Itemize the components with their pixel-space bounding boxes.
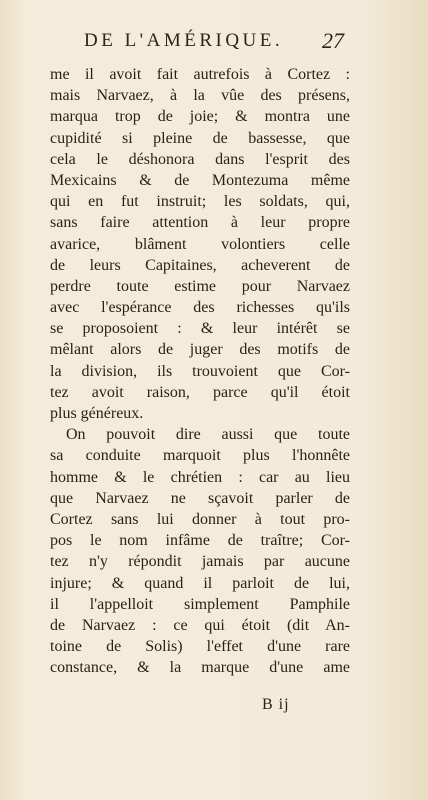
text-line: cupidité si pleine de bassesse, que [50, 129, 350, 147]
text-line: mais Narvaez, à la vûe des présens, [50, 87, 350, 105]
text-line: Mexicains & de Montezuma même [50, 171, 350, 189]
text-line: cela le déshonora dans l'esprit des [50, 150, 350, 168]
text-line: il l'appelloit simplement Pamphile [50, 595, 350, 613]
text-line: tez n'y répondit jamais par aucune [50, 553, 350, 571]
text-line: Cortez sans lui donner à tout pro- [50, 510, 350, 528]
paragraph-1 [50, 64, 350, 424]
text-line: sans faire attention à leur propre [50, 214, 350, 232]
text-line: tez avoit raison, parce qu'il étoit [50, 383, 350, 401]
text-line: pos le nom infâme de traître; Cor- [50, 532, 350, 550]
paragraph-2 [50, 424, 350, 678]
text-line: marqua trop de joie; & montra une [50, 108, 350, 126]
text-line: avarice, blâment volontiers celle [50, 235, 350, 253]
text-line: la division, ils trouvoient que Cor- [50, 362, 350, 380]
text-line: de leurs Capitaines, acheverent de [50, 256, 350, 274]
running-head: DE L'AMÉRIQUE. [84, 30, 284, 51]
text-line: mêlant alors de juger des motifs de [50, 341, 350, 359]
text-line: constance, & la marque d'une ame [50, 659, 350, 677]
text-line: injure; & quand il parloit de lui, [50, 574, 350, 592]
text-line: sa conduite marquoit plus l'honnête [50, 447, 350, 465]
text-line: se proposoient : & leur intérêt se [50, 320, 350, 338]
text-line: On pouvoit dire aussi que toute [66, 426, 350, 444]
text-line: plus généreux. [50, 405, 144, 422]
body-text [50, 64, 350, 678]
page-number: 27 [322, 28, 344, 53]
text-line: me il avoit fait autrefois à Cortez : [50, 66, 350, 83]
text-line: toine de Solis) l'effet d'une rare [50, 638, 350, 656]
signature-mark: B ij [262, 696, 290, 713]
text-line: homme & le chrétien : car au lieu [50, 468, 350, 486]
text-line: que Narvaez ne sçavoit parler de [50, 489, 350, 507]
text-line: avec l'espérance des richesses qu'ils [50, 299, 350, 317]
text-line: qui en fut instruit; les soldats, qui, [50, 193, 350, 211]
text-line: perdre toute estime pour Narvaez [50, 277, 350, 295]
text-line: de Narvaez : ce qui étoit (dit An- [50, 616, 350, 634]
page-header [84, 30, 344, 56]
